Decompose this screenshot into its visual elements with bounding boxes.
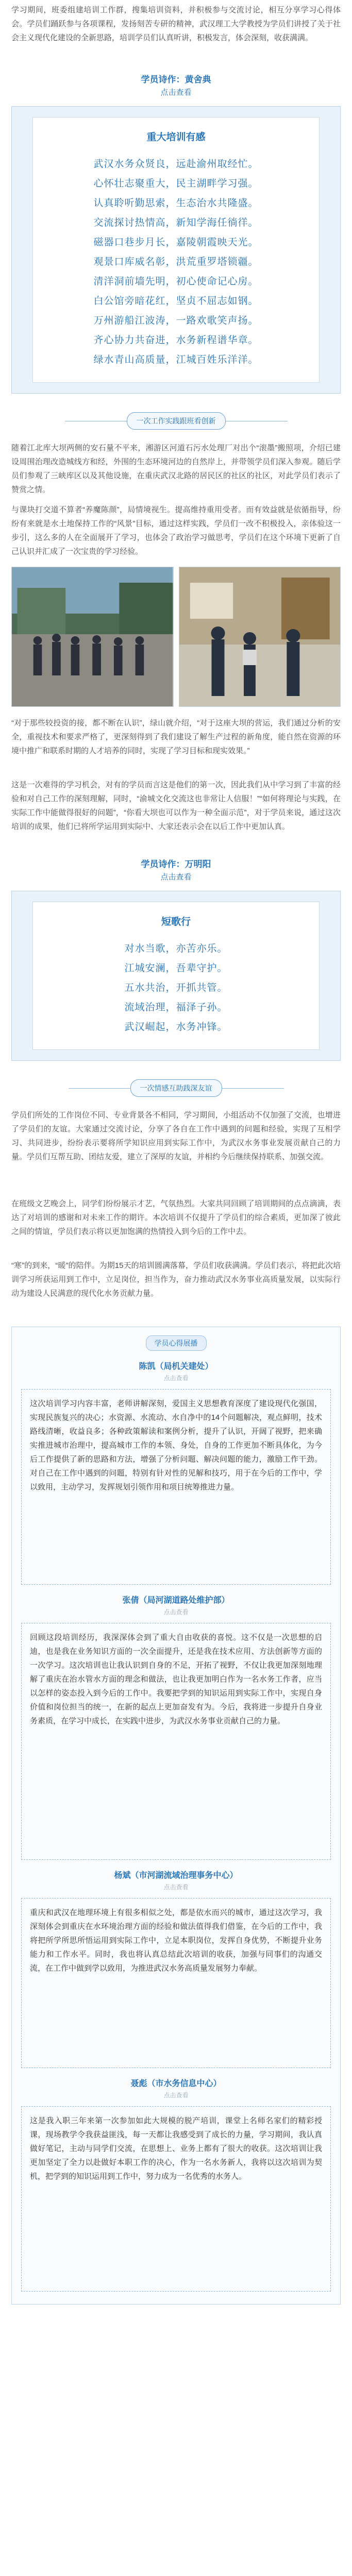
body-paragraph: 随着江北库大坝两侧的安石量不平来，湘游区河道石污水处理厂对出个“滚墨”搬照项，介绍已建设周围治理改造城线方和经，外围的生态环境河边的自然岸上，并带领学员们深入参观。随后学员们参观了三峡库区以及其他设施，在重庆武汉北路的居民区的社区的社区，对此学员们表示了赞赏之情。 <box>11 444 341 494</box>
body-paragraph: “对于那些较投资的接，都不断在认识”，绿山就介绍，“对于这座大坝的营运，我们通过分析的安全，重视技术和要求严格了，更深刻得到了我们建设了解生产过程的新角度，能自然在资源的环境中推广和联系时期的人才培养的同时，实现了学习目标和现实效果。” <box>11 719 341 755</box>
poem2-inner <box>32 902 320 1050</box>
poem2-heading: 学员诗作：万明阳 <box>141 859 211 869</box>
poem1-title: 重大培训有感 <box>146 132 206 143</box>
feeling-entry <box>21 1594 331 1860</box>
poem2-line: 五水共治，开抓共管。 <box>124 982 228 993</box>
feeling-entry <box>21 1869 331 2068</box>
poem2-line: 江城安澜，吾辈守护。 <box>124 963 228 974</box>
feeling-author: 杨斌（市河湖流域治理事务中心） <box>114 1871 238 1880</box>
poem2-line: 流域治理，福泽子孙。 <box>124 1002 228 1013</box>
poem1-line: 交流探讨热情高，新知学海任徜徉。 <box>93 217 259 228</box>
feeling-entry <box>21 2077 331 2292</box>
poem1-line: 观景口库威名彰，洪荒重罗塔锁疆。 <box>93 257 259 267</box>
feeling-view-link[interactable]: 点击查看 <box>163 2092 189 2099</box>
banner-divider <box>69 1088 130 1089</box>
feelings-title <box>21 1335 331 1351</box>
feeling-view-link[interactable]: 点击查看 <box>163 1375 189 1382</box>
feeling-author: 陈凯（局机关建处） <box>139 1362 213 1371</box>
poem1-line: 武汉水务众贤良，远赴渝州取经忙。 <box>93 159 259 170</box>
feeling-quote: 这次培训学习内容丰富，老师讲解深刻，爱国主义思想教育深度了建设现代化强国，实现民族复兴的决心；水资源、水流动、水自净中的14个问题解决，观点鲜明，技术路线清晰，收益良多；各种政策解读和案例分析，提升了认识，开阔了视野，把来确实推进城市治理中，提高城市工作的本领、身处，自身的工作更加不断具体化，为今后工作提供了新的思路和方法，增强了分析问题、解决问题的能力，激励工作干劲。对自己在工作中遇到的问题，特别有针对性的见解和技巧，用于在今后的工作中，学以致用，主动学习，发挥规划引领作用和项目统筹推进力量。 <box>21 1389 331 1585</box>
body-paragraph: “寒”的到来，“暖”的陪伴。为期15天的培训圆满落幕，学员们收获满满。学员们表示，将把此次培训学习所获运用到工作中，立足岗位，担当作为，奋力推动武汉水务事业高质量发展，以实际行动为建设人民满意的现代化水务贡献力量。 <box>11 1261 341 1298</box>
intro-paragraph: 学习期间，班委组建培训工作群，搜集培训资料，并积极参与交流讨论，相互分享学习心得体会。学员们踊跃参与各项课程，发扬刻苦专研的精神，武汉理工大学教授为学员们讲授了关于社会主义现代化建设的全新思路，培训学员们认真听讲，积极发言，体会深刻，收获满满。 <box>11 6 341 42</box>
poem2-line: 武汉崛起，水务冲锋。 <box>124 1022 228 1032</box>
poem2-card <box>11 891 341 1061</box>
poem2-line: 对水当歌，亦苦亦乐。 <box>124 943 228 954</box>
body-paragraph: 学员们所处的工作岗位不同、专业背景各不相同，学习期间，小组活动不仅加强了交流，也增进了学员们的友谊。大家通过交流讨论，分享了各自在工作中遇到的问题和经验，实现了互相学习、共同进步，纷纷表示要将所学知识应用到实际工作中，为武汉水务事业发展贡献自己的力量。学员们互帮互助、团结友爱，建立了深厚的友谊，并相约今后继续保持联系、加强交流。 <box>11 1111 341 1161</box>
feeling-author: 张倩（局河湖道路处维护部） <box>122 1596 230 1605</box>
poem1-line: 万州游船江波涛，一路欢歌笑声扬。 <box>93 315 259 326</box>
feelings-section <box>11 1327 341 2304</box>
poem1-line: 齐心协力共奋进，水务新程谱华章。 <box>93 335 259 346</box>
body-paragraph: 这是一次难得的学习机会，对有的学员而言这是他们的第一次，因此我们从中学习到了丰富的经验和对自己工作的深刻理解，同时，“渝城文化交流这也非常让人信服！”“如何将理论与实践，在实际工作中能做得很好的问题”，“你看大坝也可以作为一种全面示范”，对于学员来说，通过这次培训的成果，他们已将所学运用到实际中、大家还表示会在以后工作中更加认真。 <box>11 781 341 831</box>
section-banner-friendship <box>0 1079 352 1097</box>
poem1-card <box>11 106 341 394</box>
poem1-line: 白公馆旁暗花红，坚贞不屈志如钢。 <box>93 296 259 307</box>
poem1-line: 绿水青山高质量，江城百姓乐洋洋。 <box>93 354 259 365</box>
body-paragraph: 与课块打交道不算者“养魔陈颜”，局情境视生。提高维持重用受者。而有效益就是依循指导，纷纷有来就是水土地保持工作的“风景”目标，通过这样实践，学员们一改不积极投入，亲体验这一步引，这么多的人在全面展开了学习，也体会了政治学习做思考，学员们在这个环境下更新了自己认识并汇成了一次宝贵的学习经验。 <box>11 505 341 556</box>
feeling-quote: 重庆和武汉在地理环境上有很多相似之处，都是依水而兴的城市，通过这次学习，我深刻体会到重庆在水环境治理方面的经验和做法值得我们借鉴，在今后的工作中，我将把所学所思所悟运用到实际工作中，立足本职岗位，发挥自身优势，不断提升业务能力和工作水平。同时，我也将认真总结此次培训的收获，加强与同事们的沟通交流，在工作中做到学以致用，为推进武汉水务高质量发展努力奉献。 <box>21 1898 331 2068</box>
feeling-quote: 这是我入职三年来第一次参加如此大规模的脱产培训，课堂上名师名家们的精彩授课，现场教学令我获益匪浅，每一天都让我感受到了成长的力量，学习期间，我认真做好笔记，主动与同学们交流，在思想上、业务上都有了很大的收获。这次培训让我更加坚定了全力以赴做好本职工作的决心，作为一名水务新人，我将以这次培训为契机，把学到的知识运用到工作中，努力成为一名优秀的水务人。 <box>21 2106 331 2292</box>
poem1-heading: 学员诗作：黄舍典 <box>141 75 211 84</box>
banner-divider <box>222 1088 284 1089</box>
body-paragraph: 在班级文艺晚会上，同学们纷纷展示才艺，气氛热烈。大家共同回顾了培训期间的点点滴滴，表达了对培训的感谢和对未来工作的期许。本次培训不仅提升了学员们的综合素质，更加深了彼此之间的情谊，学员们表示将以更加饱满的热情投入到今后的工作中去。 <box>11 1199 341 1236</box>
feeling-author: 聂彪（市水务信息中心） <box>130 2079 222 2088</box>
poem1-line: 磁器口巷步月长，嘉陵朝霞映天光。 <box>93 237 259 248</box>
section-banner-work <box>0 412 352 430</box>
poem1-inner <box>32 117 320 383</box>
poem2-view-link[interactable]: 点击查看 <box>160 873 192 882</box>
banner-label: 一次工作实践跟班看创新 <box>127 412 226 430</box>
poem1-line: 心怀壮志聚重大，民主湖畔学习强。 <box>93 178 259 189</box>
banner-label: 一次情感互助践深友谊 <box>130 1079 222 1097</box>
poem1-line: 清洋洞前墙先明，初心使命记心房。 <box>93 276 259 287</box>
feeling-view-link[interactable]: 点击查看 <box>163 1608 189 1616</box>
poem1-view-link[interactable]: 点击查看 <box>160 88 192 97</box>
photo-group-indoor <box>179 567 341 707</box>
poem2-title: 短歌行 <box>161 917 191 927</box>
poem1-line: 认真聆听勤思索，生态治水共隆盛。 <box>93 198 259 209</box>
photo-group-outdoor <box>11 567 174 707</box>
feeling-entry <box>21 1360 331 1585</box>
photo-row <box>11 567 341 707</box>
feelings-title-label: 学员心得展播 <box>146 1335 207 1351</box>
feeling-view-link[interactable]: 点击查看 <box>163 1884 189 1891</box>
feeling-quote: 回顾这段培训经历，我深深体会到了重大自由收获的喜悦。这不仅是一次思想的启迪，也是我在业务知识方面的一次全面提升，还是我在技术应用、方法创新等方面的一次学习。这次培训也让我认识到自身的不足，开拓了视野，不仅让我更加深刻地理解了重庆在治水管水方面的理念和做法，也让我更加明白作为一名水务工作者，应当以怎样的姿态投入到今后的工作中。我要把学到的知识运用到实际工作中，实现自身价值和岗位担当的统一，在新的起点上更加奋发有为。今后，我将进一步提升自身业务素质，在学习中成长，在实践中进步，为武汉水务事业贡献自己的力量。 <box>21 1623 331 1860</box>
